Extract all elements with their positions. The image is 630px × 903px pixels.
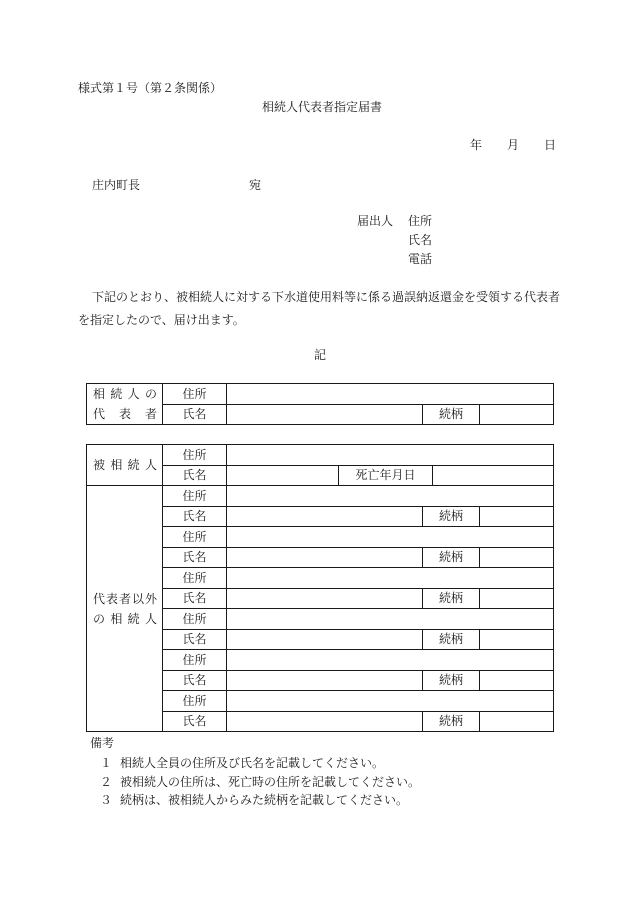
form-title: 相続人代表者指定届書: [262, 100, 383, 114]
heir-address-value: [227, 527, 554, 548]
representative-name-value: [227, 404, 423, 425]
heir-relationship-label: 続柄: [423, 670, 480, 691]
body-text-line-2: を指定したので、届け出ます。: [78, 313, 245, 327]
representative-section-label-line-2: 代表者: [93, 407, 157, 421]
deceased-address-value: [227, 445, 554, 466]
heir-name-label: 氏名: [163, 547, 227, 568]
date-month-label: 月: [507, 138, 520, 152]
heir-relationship-label: 続柄: [423, 547, 480, 568]
date-day-label: 日: [544, 138, 557, 152]
table-row: [87, 486, 554, 507]
heir-name-value: [227, 506, 423, 527]
heir-address-label: 住所: [163, 568, 227, 589]
heir-name-value: [227, 629, 423, 650]
heir-address-value: [227, 568, 554, 589]
heir-name-label: 氏名: [163, 506, 227, 527]
note-number: １: [100, 756, 113, 770]
heir-address-value: [227, 486, 554, 507]
note-text: 被相続人の住所は、死亡時の住所を記載してください。: [120, 775, 421, 789]
heir-address-label: 住所: [163, 486, 227, 507]
death-date-value: [433, 465, 554, 486]
notes-heading: 備考: [90, 736, 115, 750]
addressee-honorific: 宛: [249, 178, 262, 192]
heir-relationship-value: [480, 670, 554, 691]
applicant-name-label: 氏名: [408, 233, 433, 247]
heir-name-value: [227, 588, 423, 609]
date-year-label: 年: [470, 138, 483, 152]
heir-address-label: 住所: [163, 609, 227, 630]
deceased-name-label: 氏名: [163, 465, 227, 486]
body-text-line-1: 下記のとおり、被相続人に対する下水道使用料等に係る過誤納返還金を受領する代表者: [92, 290, 561, 304]
heir-relationship-value: [480, 506, 554, 527]
applicant-address-label: 住所: [408, 214, 433, 228]
representative-relationship-label: 続柄: [423, 404, 480, 425]
heir-name-label: 氏名: [163, 588, 227, 609]
heir-relationship-value: [480, 711, 554, 732]
heir-relationship-label: 続柄: [423, 506, 480, 527]
applicant-phone-label: 電話: [408, 252, 433, 266]
heir-address-value: [227, 609, 554, 630]
heir-address-label: 住所: [163, 650, 227, 671]
deceased-section-label: [87, 445, 163, 486]
heir-name-label: 氏名: [163, 629, 227, 650]
note-number: ３: [100, 793, 113, 807]
heir-relationship-value: [480, 547, 554, 568]
heir-relationship-label: 続柄: [423, 711, 480, 732]
representative-address-label: 住所: [163, 384, 227, 405]
heir-name-value: [227, 711, 423, 732]
note-text: 相続人全員の住所及び氏名を記載してください。: [120, 756, 385, 770]
heir-relationship-label: 続柄: [423, 588, 480, 609]
representative-section-label-line-1: 相続人の: [93, 387, 157, 401]
representative-relationship-value: [480, 404, 554, 425]
heir-name-label: 氏名: [163, 711, 227, 732]
heir-address-label: 住所: [163, 527, 227, 548]
heir-name-label: 氏名: [163, 670, 227, 691]
applicant-label: 届出人: [357, 214, 394, 228]
representative-name-label: 氏名: [163, 404, 227, 425]
death-date-label: 死亡年月日: [339, 465, 433, 486]
representative-address-value: [227, 384, 554, 405]
representative-section-label: [87, 384, 163, 425]
table-row: [87, 445, 554, 466]
table-row: [87, 384, 554, 405]
other-heirs-section-label-line-2: の相続人: [93, 611, 157, 626]
ki-heading: 記: [314, 348, 327, 362]
heir-relationship-value: [480, 588, 554, 609]
heir-relationship-label: 続柄: [423, 629, 480, 650]
heir-address-label: 住所: [163, 691, 227, 712]
form-number: 様式第１号（第２条関係）: [78, 81, 223, 95]
heir-address-value: [227, 650, 554, 671]
heir-relationship-value: [480, 629, 554, 650]
other-heirs-section-label-line-1: 代表者以外: [93, 591, 157, 606]
note-number: ２: [100, 775, 113, 789]
heir-address-value: [227, 691, 554, 712]
representative-table: [86, 383, 554, 425]
deceased-address-label: 住所: [163, 445, 227, 466]
deceased-section-label-text: 被相続人: [93, 458, 157, 472]
deceased-name-value: [227, 465, 339, 486]
heirs-table: [86, 444, 554, 732]
note-text: 続柄は、被相続人からみた続柄を記載してください。: [120, 793, 409, 807]
addressee-name: 庄内町長: [92, 178, 141, 192]
other-heirs-section-label: [87, 486, 163, 732]
heir-name-value: [227, 670, 423, 691]
heir-name-value: [227, 547, 423, 568]
